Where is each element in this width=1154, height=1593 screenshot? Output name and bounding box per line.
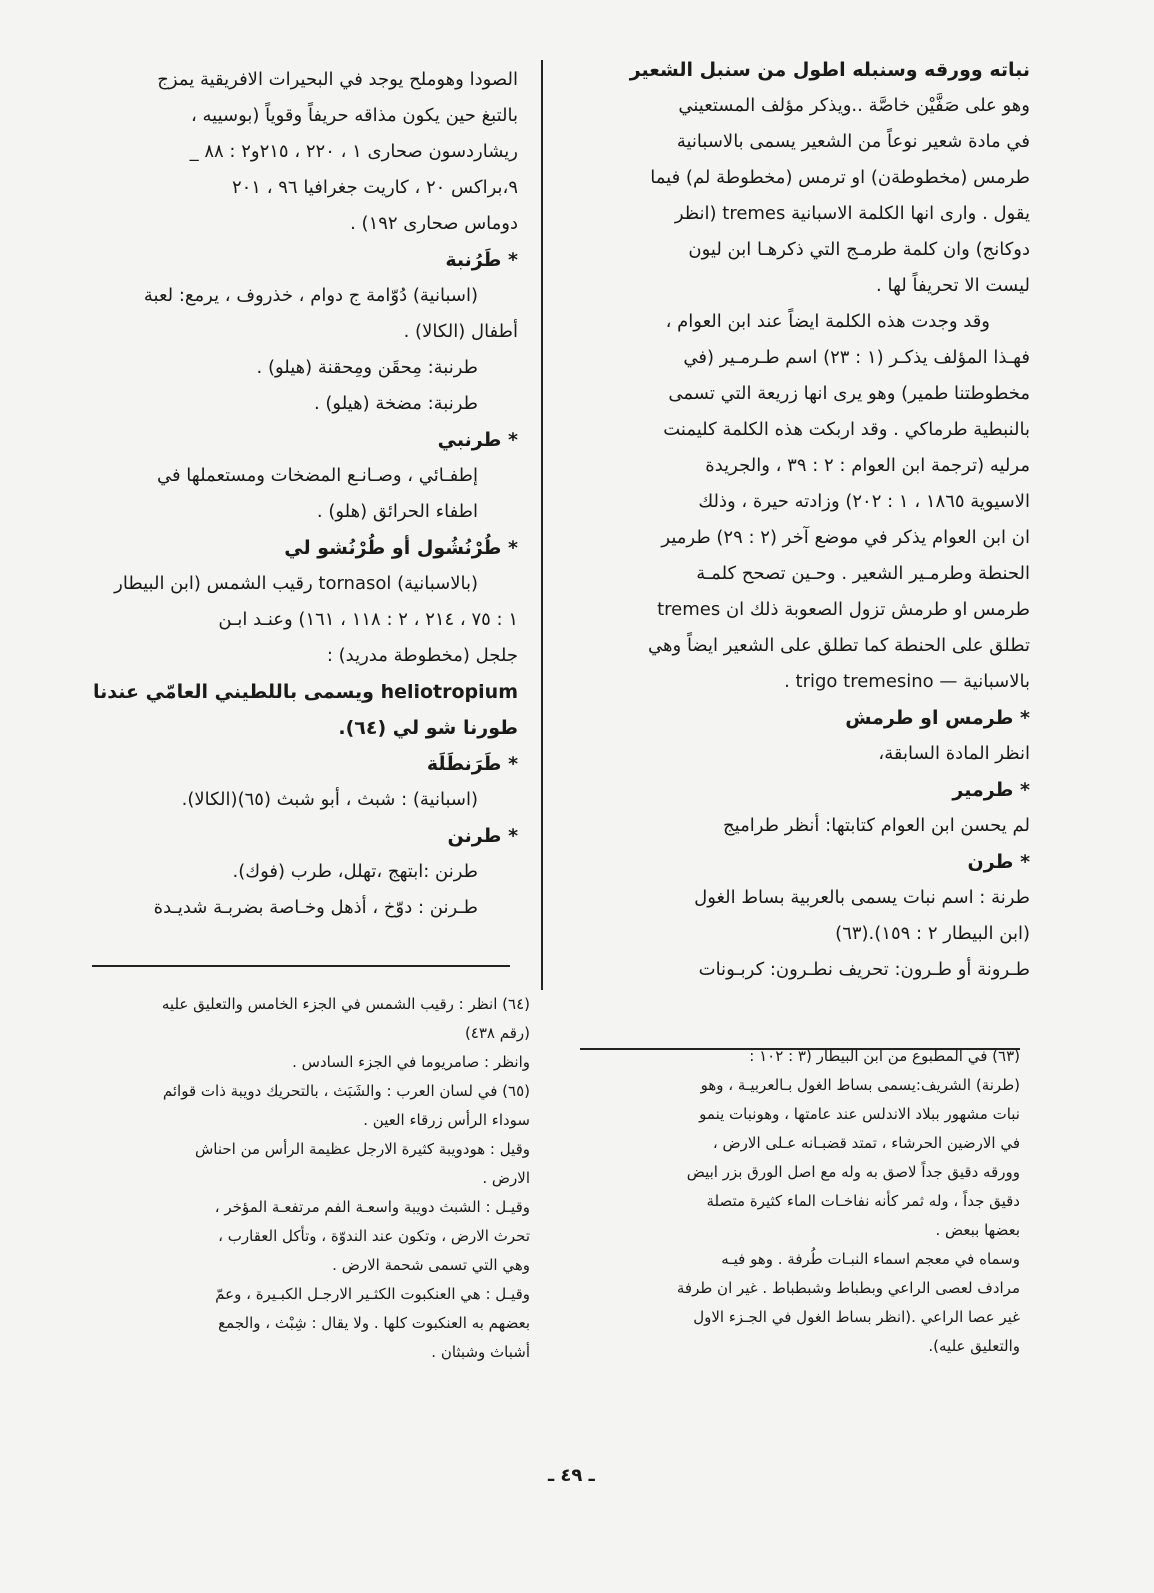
text-line: مخطوطتنا طمير) وهو يرى انها زريعة التي تسمى [668,383,1030,404]
left-column [78,62,518,926]
text-line: طرنبة: مضخة (هيلو) . [313,393,478,414]
footnote-line: وقيـل : الشبث دويبة واسعـة الفم مرتفعـة المؤخر ، [214,1198,530,1216]
footnote-line: وانظر : صامريوما في الجزء السادس . [292,1053,530,1071]
text-line: طرنن :ابتهج ،تهلل، طرب (فوك). [232,861,478,882]
text-line: مرليه (ترجمة ابن العوام : ٢ : ٣٩ ، والجريدة [705,455,1030,476]
entry-heading: * طَرَنطَلَة [426,753,518,775]
text-line: ريشاردسون صحارى ١ ، ٢٢٠ ، ٢١٥و٢ : ٨٨ _ [189,141,518,162]
footnote-line: في الارضين الحرشاء ، تمتد قضبـانه عـلى الارض ، [712,1134,1020,1152]
text-line: طرمس او طرمش تزول الصعوبة ذلك ان tremes [657,599,1030,620]
text-line: يقول . وارى انها الكلمة الاسبانية tremes (انظر [674,203,1030,224]
footnote-line: وقيل : هودويبة كثيرة الارجل عظيمة الرأس من احناش [194,1140,530,1158]
entry-heading: نباته وورقه وسنبله اطول من سنبل الشعير [629,59,1030,81]
right-column [580,52,1030,988]
text-line: ان ابن العوام يذكر في موضع آخر (٢ : ٢٩) طرمير [661,527,1030,548]
footnote-line: (٦٤) انظر : رقيب الشمس في الجزء الخامس والتعليق عليه [161,995,530,1013]
entry-heading: طورنا شو لي (٦٤). [338,717,518,739]
page-number: ـ ٤٩ ـ [548,1465,595,1486]
footnote-line: وقيـل : هي العنكبوت الكثـير الارجـل الكبـيرة ، وعمّ [215,1285,530,1303]
text-line: طـرونة أو طـرون: تحريف نطـرون: كربـونات [698,959,1030,980]
footnote-line: (٦٥) في لسان العرب : والشَبَث ، بالتحريك دويبة ذات قوائم [162,1082,530,1100]
footnote-line: بعضهم به العنكبوت كلها . ولا يقال : شِبْث ، والجمع [218,1314,530,1332]
entry-heading: * طُرْنُشُول أو طُرْنُشو لي [284,537,518,559]
footnote-line: مرادف لعصى الراعي وبطباط وشبطباط . غير ان طرفة [676,1279,1020,1297]
text-line: (اسبانية) دُوّامة ج دوام ، خذروف ، يرمع: لعبة [143,285,478,306]
text-line: ١ : ٧٥ ، ٢١٤ ، ٢ : ١١٨ ، ١٦١) وعنـد ابـن [218,609,518,630]
text-line: بالاسبانية — trigo tremesino . [784,671,1030,692]
footnote-line: وورقه دقيق جداً لاصق به وله مع اصل الورق بزر ابيض [686,1163,1020,1181]
text-line: دوكانج) وان كلمة طرمـج التي ذكرهـا ابن ليون [688,239,1030,260]
footnotes-left [90,990,530,1367]
footnote-line: وهي التي تسمى شحمة الارض . [332,1256,530,1274]
footnote-line: غير عصا الراعي .(انظر بساط الغول في الجـزء الاول [693,1308,1020,1326]
text-line: الصودا وهوملح يوجد في البحيرات الافريقية يمزج [157,69,518,90]
footnote-line: أشباث وشبثان . [431,1343,530,1361]
footnote-line: (رقم ٤٣٨) [464,1024,530,1042]
footnote-line: نبات مشهور ببلاد الاندلس عند عامتها ، وهونبات ينمو [699,1105,1020,1123]
entry-heading: * طرن [967,851,1030,873]
footnote-line: دقيق جداً ، وله ثمر كأنه نفاخـات الماء كثيرة متصلة [706,1192,1020,1210]
text-line: ليست الا تحريفاً لها . [876,275,1030,296]
text-line: وهو على صَفَّيْن خاصَّة ..ويذكر مؤلف المستعيني [678,95,1030,116]
entry-heading: * طَرُنبة [445,249,518,271]
footnote-line: والتعليق عليه). [928,1337,1020,1355]
text-line: (اسبانية) : شبث ، أبو شبث (٦٥)(الكالا). [181,789,478,810]
entry-heading: * طرنبي [437,429,518,451]
footnote-rule-left [92,965,510,967]
footnote-line: تحرث الارض ، وتكون عند الندوّة ، وتأكل العقارب ، [218,1227,530,1245]
text-line: تطلق على الحنطة كما تطلق على الشعير ايضاً وهي [648,635,1030,656]
text-line: انظر المادة السابقة، [878,743,1030,764]
text-line: طـرنن : دوّخ ، أذهل وخـاصة بضربـة شديـدة [153,897,478,918]
text-line: طرنبة: مِحقَن ومِحقنة (هيلو) . [256,357,478,378]
text-line: فهـذا المؤلف يذكـر (١ : ٢٣) اسم طـرمـير (في [683,347,1030,368]
text-line: لم يحسن ابن العوام كتابتها: أنظر طراميج [723,815,1030,836]
entry-heading: * طرنن [447,825,518,847]
text-line: وقد وجدت هذه الكلمة ايضاً عند ابن العوام ، [665,311,990,332]
text-line: جلجل (مخطوطة مدريد) : [326,645,518,666]
footnote-line: (٦٣) في المطبوع من ابن البيطار (٣ : ١٠٢ : [749,1047,1020,1065]
text-line: (ابن البيطار ٢ : ١٥٩).(٦٣) [835,923,1030,944]
footnotes-right [580,1042,1020,1361]
text-line: طرنة : اسم نبات يسمى بالعربية بساط الغول [694,887,1030,908]
footnote-line: بعضها ببعض . [935,1221,1020,1239]
text-line: (بالاسبانية) tornasol رقيب الشمس (ابن البيطار [114,573,478,594]
entry-heading: * طرمير [952,779,1030,801]
footnote-line: الارض . [482,1169,530,1187]
footnote-line: (طرنة) الشريف:يسمى بساط الغول بـالعربيـة ، وهو [700,1076,1020,1094]
text-line: أطفال (الكالا) . [403,321,518,342]
text-line: بالنبطية طرماكي . وقد اربكت هذه الكلمة كليمنت [663,419,1030,440]
footnote-line: سوداء الرأس زرقاء العين . [363,1111,530,1129]
column-divider [541,60,543,990]
text-line: إطفـائي ، وصـانـع المضخات ومستعملها في [156,465,478,486]
text-line: بالتبغ حين يكون مذاقه حريفاً وقوياً (بوسييه ، [190,105,518,126]
text-line: الحنطة وطرمـير الشعير . وحـين تصحح كلمـة [696,563,1030,584]
text-line: في مادة شعير نوعاً من الشعير يسمى بالاسبانية [676,131,1030,152]
text-line: دوماس صحارى ١٩٢) . [350,213,518,234]
text-line: الاسيوية ١٨٦٥ ، ١ : ٢٠٢) وزادته حيرة ، وذلك [698,491,1030,512]
entry-heading: * طرمس او طرمش [845,707,1030,729]
text-line: طرمس (مخطوطةن) او ترمس (مخطوطة لم) فيما [650,167,1030,188]
text-line: ٩،براكس ٢٠ ، كاريت جغرافيا ٩٦ ، ٢٠١ [231,177,518,198]
footnote-line: وسماه في معجم اسماء النبـات طُرفة . وهو فيـه [721,1250,1020,1268]
text-line: اطفاء الحرائق (هلو) . [316,501,478,522]
entry-heading: heliotropium ويسمى باللطيني العامّي عندنا [92,681,518,703]
